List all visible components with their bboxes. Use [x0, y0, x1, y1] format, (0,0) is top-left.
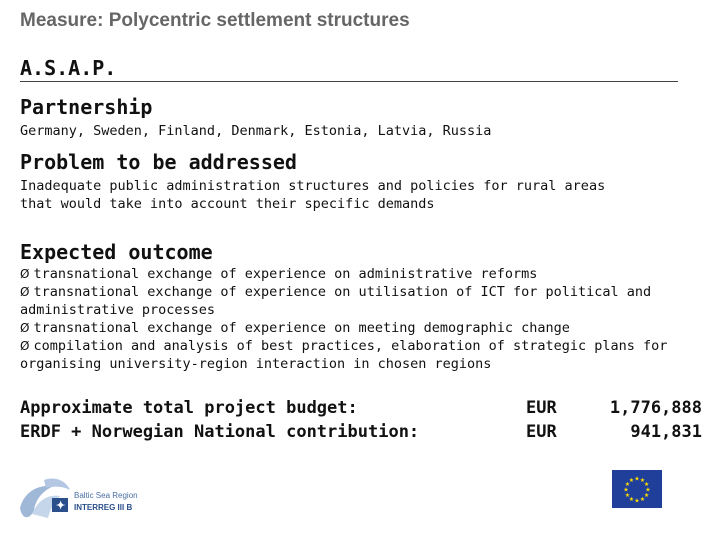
- outcome-item-text: organising university-region interaction in chosen regions: [20, 356, 492, 372]
- erdf-contribution-label: ERDF + Norwegian National contribution:: [20, 422, 420, 442]
- eu-flag-icon: [612, 470, 662, 508]
- eu-star-icon: ★: [639, 476, 646, 484]
- outcome-item: [20, 337, 667, 355]
- outcome-title: Expected outcome: [20, 240, 213, 264]
- eu-star-icon: ★: [624, 492, 631, 499]
- outcome-item-text: administrative processes: [20, 302, 216, 318]
- project-acronym: A.S.A.P.: [20, 56, 117, 80]
- outcome-item-text: transnational exchange of experience on utilisation of ICT for political and: [33, 284, 652, 300]
- outcome-item: [20, 301, 667, 319]
- arrow-bullet-icon: Ø: [20, 321, 30, 335]
- partnership-title: Partnership: [20, 95, 153, 119]
- measure-header: Measure: Polycentric settlement structures: [20, 10, 410, 31]
- eu-star-icon: ★: [623, 486, 629, 494]
- arrow-bullet-icon: Ø: [20, 285, 30, 299]
- eu-star-icon: ★: [634, 475, 640, 483]
- divider-rule: [20, 81, 678, 82]
- outcome-item: [20, 283, 667, 301]
- arrow-bullet-icon: Ø: [20, 339, 30, 353]
- logo-line-1: Baltic Sea Region: [74, 491, 138, 500]
- problem-text: [20, 177, 605, 213]
- outcome-item-text: transnational exchange of experience on administrative reforms: [33, 266, 538, 282]
- problem-title: Problem to be addressed: [20, 150, 297, 174]
- problem-line: Inadequate public administration structures and policies for rural areas: [20, 178, 606, 194]
- outcome-item: [20, 265, 667, 283]
- outcome-item-text: transnational exchange of experience on meeting demographic change: [33, 320, 570, 336]
- arrow-bullet-icon: Ø: [20, 267, 30, 281]
- baltic-sea-region-interreg-logo-icon: [14, 470, 164, 530]
- partnership-text: Germany, Sweden, Finland, Denmark, Estonia, Latvia, Russia: [20, 123, 492, 139]
- total-budget-label: Approximate total project budget:: [20, 398, 358, 418]
- eu-star-icon: ★: [624, 481, 631, 488]
- eu-star-icon: ★: [639, 496, 646, 504]
- total-budget-currency: EUR: [526, 398, 557, 418]
- eu-star-icon: ★: [634, 497, 640, 505]
- erdf-contribution-amount: 941,831: [630, 422, 702, 442]
- outcome-item-text: compilation and analysis of best practices, elaboration of strategic plans for: [33, 338, 668, 354]
- eu-star-icon: ★: [643, 492, 650, 499]
- total-budget-amount: 1,776,888: [609, 398, 702, 418]
- eu-star-icon: ★: [645, 486, 651, 494]
- eu-star-icon: ★: [628, 476, 635, 484]
- logo-line-2: INTERREG III B: [74, 503, 133, 512]
- outcome-item: [20, 355, 667, 373]
- outcome-item: [20, 319, 667, 337]
- erdf-contribution-currency: EUR: [526, 422, 557, 442]
- svg-text:✦: ✦: [56, 500, 66, 512]
- eu-star-icon: ★: [628, 496, 635, 504]
- eu-star-icon: ★: [643, 481, 650, 488]
- outcome-list: [20, 265, 667, 373]
- problem-line: that would take into account their specific demands: [20, 196, 435, 212]
